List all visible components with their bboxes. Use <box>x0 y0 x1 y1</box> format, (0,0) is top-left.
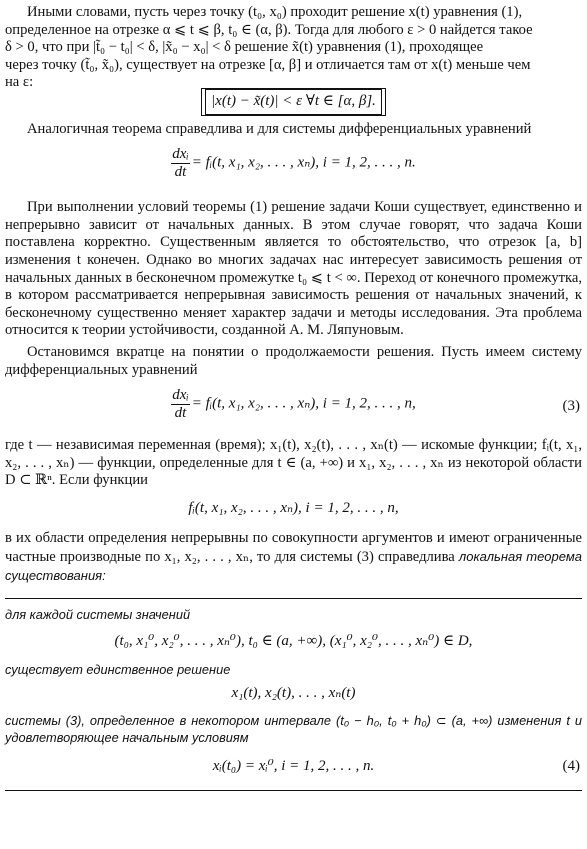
theorem-text: существует единственное решение <box>5 661 231 677</box>
equation-body: fᵢ(t, x₁, x₂, . . . , xₙ), i = 1, 2, . . . , n, <box>188 499 399 516</box>
derivative-fraction <box>171 146 190 181</box>
system-equation-3 <box>5 387 582 427</box>
boxed-equation <box>5 88 582 116</box>
equation-body: x₁(t), x₂(t), . . . , xₙ(t) <box>231 684 356 701</box>
paragraph: При выполнении условий теоремы (1) решение задачи Коши существует, единственно и непрерывно зависит от начальных данных. В этом случае говорят, что задача Коши поставлена корректно. Существенным является то обстоятельство, что отрезок [a, b] изменения t конечен. Однако во многих задачах нас интересует зависимость решения от начальных данных в бесконечном промежутке t₀ ⩽ t < ∞. Переход от конечного промежутка, в котором рассматривается непрерывная зависимость решения от начальных значений, к бесконечному существенно меняет характер задачи и методы исследования. Эта проблема относится к теории устойчивости, созданной А. М. Ляпуновым. <box>5 199 582 339</box>
page <box>5 4 582 791</box>
paragraph-text: в их области определения непрерывны по совокупности аргументов и имеют ограниченные частные производные по x₁, x₂, . . . , xₙ, то для системы (3) справедлива <box>5 530 582 566</box>
initial-values-equation <box>5 633 582 651</box>
equation-number: (3) <box>562 398 580 415</box>
system-equation <box>5 146 582 186</box>
fraction-numerator: dxᵢ <box>172 387 189 404</box>
paragraph: Остановимся вкратце на понятии о продолжаемости решения. Пусть имеем систему дифференциальных уравнений <box>5 343 582 378</box>
fraction-denominator: dt <box>174 405 187 422</box>
equation-number: (4) <box>562 758 580 775</box>
theorem-top-rule <box>5 598 582 599</box>
paragraph-line: определенное на отрезке α ⩽ t ⩽ β, t₀ ∈ (α, β). Тогда для любого ε > 0 найдется такое <box>5 21 533 38</box>
paragraph-line: на ε: <box>5 74 34 91</box>
solutions-equation <box>5 685 582 703</box>
equation-body: xᵢ(t₀) = xᵢ⁰, i = 1, 2, . . . , n. <box>212 758 375 775</box>
equation-rhs: = fᵢ(t, x₁, x₂, . . . , xₙ), i = 1, 2, . . . , n. <box>191 154 416 171</box>
paragraph: Аналогичная теорема справедлива и для системы дифференциальных уравнений <box>27 120 532 137</box>
fraction-numerator: dxᵢ <box>172 146 189 163</box>
theorem-text: для каждой системы значений <box>5 607 191 623</box>
paragraph: где t — независимая переменная (время); x₁(t), x₂(t), . . . , xₙ(t) — искомые функции; fᵢ(t, x₁, x₂, . . . , xₙ) — функции, определенные для t ∈ (a, +∞) и x₁, x₂, . . . , xₙ из некоторой области D ⊂ ℝⁿ. Если функции <box>5 437 582 489</box>
paragraph-line: δ > 0, что при |t̃₀ − t₀| < δ, |x̃₀ − x₀| < δ решение x̃(t) уравнения (1), проходящее <box>5 39 484 56</box>
initial-conditions-equation <box>5 758 582 776</box>
paragraph-line: Иными словами, пусть через точку (t₀, x₀) проходит решение x(t) уравнения (1), <box>27 4 523 20</box>
theorem-text: системы (3), определенное в некотором интервале (t₀ − h₀, t₀ + h₀) ⊂ (a, +∞) изменения t и удовлетворяющее начальным условиям <box>5 713 582 746</box>
paragraph-line: через точку (t̃₀, x̃₀), существует на отрезке [α, β] и отличается там от x(t) меньше чем <box>5 56 531 73</box>
equation-body: (t₀, x₁⁰, x₂⁰, . . . , xₙ⁰), t₀ ∈ (a, +∞), (x₁⁰, x₂⁰, . . . , xₙ⁰) ∈ D, <box>114 633 473 650</box>
equation-box-outer <box>201 88 386 116</box>
paragraph <box>5 530 582 585</box>
theorem-bottom-rule <box>5 790 582 791</box>
equation-rhs: = fᵢ(t, x₁, x₂, . . . , xₙ), i = 1, 2, . . . , n, <box>191 395 416 412</box>
derivative-fraction <box>171 387 190 422</box>
fraction-denominator: dt <box>174 164 187 181</box>
functions-equation <box>5 500 582 518</box>
theorem-name: локальная теорема существования: <box>5 549 582 583</box>
equation-box-inner: |x(t) − x̃(t)| < ε ∀t ∈ [α, β]. <box>205 89 382 115</box>
